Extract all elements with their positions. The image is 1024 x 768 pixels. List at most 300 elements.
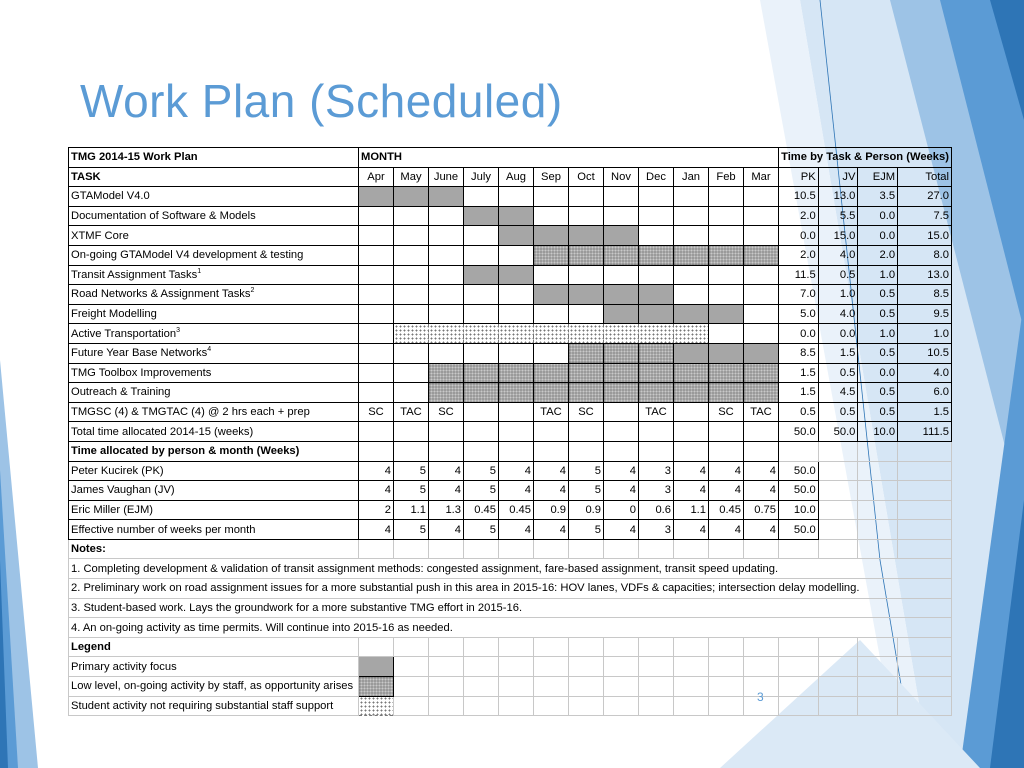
schedule-cell-primary — [709, 304, 744, 324]
empty-cell — [818, 696, 858, 716]
empty-cell — [898, 500, 952, 520]
weeks-ejm: 0.5 — [858, 304, 898, 324]
schedule-cell-primary — [639, 285, 674, 305]
empty-cell — [429, 539, 464, 559]
empty-cell — [709, 696, 744, 716]
note-text: 3. Student-based work. Lays the groundwork for a more substantive TMG effort in 2015-16. — [69, 598, 952, 618]
schedule-cell-empty — [534, 343, 569, 363]
schedule-cell-empty — [464, 245, 499, 265]
empty-cell — [858, 481, 898, 501]
schedule-cell-empty — [359, 245, 394, 265]
empty-cell — [359, 422, 394, 442]
empty-cell — [359, 441, 394, 461]
schedule-cell-empty — [534, 304, 569, 324]
person-month-value: 4 — [359, 520, 394, 540]
work-plan-table — [68, 147, 952, 716]
weeks-pk: 0.0 — [779, 226, 819, 246]
notes-heading-row — [69, 539, 952, 559]
empty-cell — [464, 677, 499, 697]
meeting-cell: SC — [429, 402, 464, 422]
empty-cell — [604, 696, 639, 716]
schedule-cell-empty — [674, 206, 709, 226]
schedule-cell-empty — [464, 343, 499, 363]
schedule-cell-empty — [359, 285, 394, 305]
empty-cell — [464, 637, 499, 657]
person-row — [69, 481, 952, 501]
schedule-cell-low-level — [639, 363, 674, 383]
empty-cell — [858, 696, 898, 716]
weeks-ejm: 0.5 — [858, 402, 898, 422]
person-month-value: 0.75 — [744, 500, 779, 520]
empty-cell — [604, 441, 639, 461]
task-row — [69, 363, 952, 383]
weeks-ejm: 0.0 — [858, 363, 898, 383]
page-title: Work Plan (Scheduled) — [80, 75, 563, 127]
legend-row — [69, 677, 952, 697]
weeks-jv: 5.5 — [818, 206, 858, 226]
schedule-cell-empty — [429, 206, 464, 226]
person-month-value: 4 — [429, 481, 464, 501]
empty-cell — [858, 677, 898, 697]
person-month-value: 5 — [464, 461, 499, 481]
weeks-ejm: 2.0 — [858, 245, 898, 265]
schedule-cell-primary — [394, 187, 429, 207]
schedule-cell-student — [674, 324, 709, 344]
schedule-cell-empty — [359, 383, 394, 403]
weeks-total: 10.5 — [898, 343, 952, 363]
plan-title: TMG 2014-15 Work Plan — [69, 148, 359, 168]
task-name: Outreach & Training — [71, 386, 171, 399]
weeks-pk: 5.0 — [779, 304, 819, 324]
weeks-jv: 1.0 — [818, 285, 858, 305]
empty-cell — [534, 441, 569, 461]
person-name: Eric Miller (EJM) — [69, 500, 359, 520]
empty-cell — [569, 539, 604, 559]
person-month-value: 5 — [569, 461, 604, 481]
note-row — [69, 559, 952, 579]
person-month-value: 0 — [604, 500, 639, 520]
schedule-cell-low-level — [709, 383, 744, 403]
schedule-cell-primary — [674, 304, 709, 324]
task-row — [69, 206, 952, 226]
person-month-value: 4 — [604, 461, 639, 481]
schedule-cell-low-level — [639, 245, 674, 265]
schedule-cell-primary — [534, 226, 569, 246]
empty-cell — [898, 481, 952, 501]
person-month-value: 5 — [464, 481, 499, 501]
weeks-jv: 15.0 — [818, 226, 858, 246]
empty-cell — [818, 500, 858, 520]
task-label-cell — [69, 285, 359, 305]
person-total: 10.0 — [779, 500, 819, 520]
meeting-cell: TAC — [534, 402, 569, 422]
empty-cell — [898, 696, 952, 716]
total-label: Total time allocated 2014-15 (weeks) — [69, 422, 359, 442]
schedule-cell-empty — [359, 324, 394, 344]
task-name: Transit Assignment Tasks — [71, 268, 198, 281]
schedule-cell-empty — [464, 187, 499, 207]
schedule-cell-empty — [499, 285, 534, 305]
empty-cell — [709, 422, 744, 442]
person-row — [69, 500, 952, 520]
empty-cell — [429, 657, 464, 677]
schedule-cell-student — [639, 324, 674, 344]
schedule-cell-empty — [674, 226, 709, 246]
empty-cell — [674, 657, 709, 677]
total-total: 111.5 — [898, 422, 952, 442]
schedule-cell-empty — [394, 245, 429, 265]
empty-cell — [534, 637, 569, 657]
person-month-value: 4 — [534, 481, 569, 501]
empty-cell — [818, 481, 858, 501]
empty-cell — [499, 441, 534, 461]
empty-cell — [394, 637, 429, 657]
schedule-cell-empty — [359, 206, 394, 226]
task-name: XTMF Core — [71, 229, 129, 242]
empty-cell — [709, 539, 744, 559]
month-header: Dec — [639, 167, 674, 187]
schedule-cell-empty — [709, 206, 744, 226]
schedule-cell-empty — [709, 285, 744, 305]
empty-cell — [499, 539, 534, 559]
schedule-cell-empty — [429, 226, 464, 246]
empty-cell — [779, 657, 819, 677]
empty-cell — [394, 441, 429, 461]
total-jv: 50.0 — [818, 422, 858, 442]
meetings-row — [69, 402, 952, 422]
empty-cell — [569, 637, 604, 657]
task-name: GTAModel V4.0 — [71, 190, 150, 203]
empty-cell — [818, 520, 858, 540]
person-month-value: 5 — [394, 520, 429, 540]
empty-cell — [858, 500, 898, 520]
weeks-pk: 0.5 — [779, 402, 819, 422]
month-header: Aug — [499, 167, 534, 187]
month-header: Feb — [709, 167, 744, 187]
legend-row — [69, 657, 952, 677]
schedule-cell-empty — [464, 304, 499, 324]
note-text: 4. An on-going activity as time permits. Will continue into 2015-16 as needed. — [69, 618, 952, 638]
schedule-cell-primary — [464, 206, 499, 226]
empty-cell — [858, 657, 898, 677]
empty-cell — [429, 696, 464, 716]
empty-cell — [569, 677, 604, 697]
person-total: 50.0 — [779, 481, 819, 501]
schedule-cell-empty — [534, 187, 569, 207]
schedule-cell-primary — [429, 187, 464, 207]
legend-heading: Legend — [69, 637, 359, 657]
task-name: Freight Modelling — [71, 308, 157, 321]
weeks-jv: 0.5 — [818, 265, 858, 285]
task-row — [69, 324, 952, 344]
schedule-cell-student — [499, 324, 534, 344]
task-label: TASK — [69, 167, 359, 187]
header-row-2 — [69, 167, 952, 187]
empty-cell — [534, 657, 569, 677]
schedule-cell-empty — [429, 245, 464, 265]
person-col-header: EJM — [858, 167, 898, 187]
person-month-value: 4 — [534, 520, 569, 540]
empty-cell — [394, 422, 429, 442]
schedule-cell-primary — [604, 226, 639, 246]
person-month-value: 4 — [499, 520, 534, 540]
schedule-cell-primary — [464, 265, 499, 285]
task-label-cell — [69, 265, 359, 285]
meetings-label: TMGSC (4) & TMGTAC (4) @ 2 hrs each + prep — [69, 402, 359, 422]
weeks-jv: 1.5 — [818, 343, 858, 363]
schedule-cell-low-level — [604, 343, 639, 363]
person-month-value: 0.45 — [499, 500, 534, 520]
total-row — [69, 422, 952, 442]
month-header: Jan — [674, 167, 709, 187]
empty-cell — [779, 696, 819, 716]
person-month-value: 0.9 — [569, 500, 604, 520]
weeks-pk: 2.0 — [779, 206, 819, 226]
schedule-cell-empty — [464, 226, 499, 246]
note-row — [69, 618, 952, 638]
empty-cell — [858, 520, 898, 540]
schedule-cell-primary — [744, 343, 779, 363]
schedule-cell-student — [394, 324, 429, 344]
schedule-cell-empty — [604, 187, 639, 207]
meeting-cell: TAC — [394, 402, 429, 422]
empty-cell — [464, 539, 499, 559]
schedule-cell-student — [604, 324, 639, 344]
schedule-cell-primary — [499, 265, 534, 285]
task-row — [69, 245, 952, 265]
schedule-cell-low-level — [499, 383, 534, 403]
empty-cell — [359, 637, 394, 657]
empty-cell — [709, 441, 744, 461]
schedule-cell-empty — [429, 304, 464, 324]
schedule-cell-low-level — [744, 383, 779, 403]
weeks-pk: 0.0 — [779, 324, 819, 344]
person-month-value: 4 — [604, 520, 639, 540]
task-label-cell — [69, 245, 359, 265]
schedule-cell-primary — [499, 226, 534, 246]
weeks-total: 7.5 — [898, 206, 952, 226]
weeks-pk: 2.0 — [779, 245, 819, 265]
task-label-cell — [69, 383, 359, 403]
person-month-value: 4 — [674, 461, 709, 481]
person-month-value: 1.1 — [394, 500, 429, 520]
note-text: 1. Completing development & validation of transit assignment methods: congested assignment, fare-based assignment, transit speed updating. — [69, 559, 952, 579]
meeting-cell — [464, 402, 499, 422]
schedule-cell-empty — [394, 206, 429, 226]
empty-cell — [639, 637, 674, 657]
month-header: Oct — [569, 167, 604, 187]
weeks-ejm: 0.5 — [858, 343, 898, 363]
weeks-total: 1.0 — [898, 324, 952, 344]
schedule-cell-low-level — [499, 363, 534, 383]
schedule-cell-empty — [744, 187, 779, 207]
meeting-cell: SC — [359, 402, 394, 422]
empty-cell — [359, 539, 394, 559]
person-month-value: 1.1 — [674, 500, 709, 520]
empty-cell — [779, 539, 819, 559]
empty-cell — [394, 539, 429, 559]
schedule-cell-empty — [709, 187, 744, 207]
empty-cell — [709, 637, 744, 657]
empty-cell — [499, 637, 534, 657]
legend-swatch-low-level — [359, 677, 394, 697]
person-month-value: 3 — [639, 481, 674, 501]
person-month-value: 4 — [534, 461, 569, 481]
schedule-cell-low-level — [639, 343, 674, 363]
task-row — [69, 285, 952, 305]
schedule-cell-empty — [394, 226, 429, 246]
person-month-value: 1.3 — [429, 500, 464, 520]
footnote-ref: 4 — [207, 346, 212, 354]
note-row — [69, 598, 952, 618]
empty-cell — [674, 677, 709, 697]
empty-cell — [464, 696, 499, 716]
schedule-cell-primary — [604, 304, 639, 324]
task-row — [69, 304, 952, 324]
weeks-pk: 7.0 — [779, 285, 819, 305]
empty-cell — [818, 677, 858, 697]
weeks-total: 13.0 — [898, 265, 952, 285]
person-month-value: 5 — [569, 481, 604, 501]
empty-cell — [604, 539, 639, 559]
month-header: Sep — [534, 167, 569, 187]
weeks-jv: 4.0 — [818, 304, 858, 324]
empty-cell — [569, 422, 604, 442]
weeks-ejm: 0.5 — [858, 383, 898, 403]
task-name: Road Networks & Assignment Tasks — [71, 288, 251, 301]
empty-cell — [818, 539, 858, 559]
schedule-cell-empty — [674, 285, 709, 305]
schedule-cell-empty — [429, 285, 464, 305]
schedule-cell-student — [464, 324, 499, 344]
schedule-cell-empty — [394, 363, 429, 383]
schedule-cell-low-level — [569, 363, 604, 383]
schedule-cell-low-level — [569, 343, 604, 363]
person-month-value: 4 — [429, 461, 464, 481]
empty-cell — [639, 696, 674, 716]
schedule-cell-empty — [464, 285, 499, 305]
weeks-jv: 4.0 — [818, 245, 858, 265]
person-heading-row — [69, 441, 952, 461]
empty-cell — [429, 441, 464, 461]
empty-cell — [898, 539, 952, 559]
weeks-total: 27.0 — [898, 187, 952, 207]
person-month-value: 4 — [709, 520, 744, 540]
weeks-total: 9.5 — [898, 304, 952, 324]
meeting-cell: SC — [569, 402, 604, 422]
empty-cell — [534, 539, 569, 559]
empty-cell — [898, 637, 952, 657]
schedule-cell-low-level — [534, 383, 569, 403]
schedule-cell-empty — [639, 226, 674, 246]
empty-cell — [674, 441, 709, 461]
weeks-pk: 1.5 — [779, 363, 819, 383]
schedule-cell-empty — [394, 285, 429, 305]
empty-cell — [534, 422, 569, 442]
month-header: Nov — [604, 167, 639, 187]
notes-heading: Notes: — [69, 539, 359, 559]
schedule-cell-empty — [499, 187, 534, 207]
schedule-cell-low-level — [604, 245, 639, 265]
legend-label: Low level, on-going activity by staff, as opportunity arises — [69, 677, 359, 697]
meeting-cell: TAC — [639, 402, 674, 422]
person-month-value: 0.45 — [709, 500, 744, 520]
person-total: 50.0 — [779, 461, 819, 481]
weeks-ejm: 0.5 — [858, 285, 898, 305]
schedule-cell-empty — [744, 324, 779, 344]
empty-cell — [639, 657, 674, 677]
schedule-cell-empty — [569, 187, 604, 207]
empty-cell — [534, 677, 569, 697]
person-month-value: 4 — [499, 461, 534, 481]
footnote-ref: 2 — [250, 287, 255, 295]
schedule-cell-empty — [394, 265, 429, 285]
note-text: 2. Preliminary work on road assignment issues for a more substantial push in this area in 2015-16: HOV lanes, VDFs & capacities; intersection delay modelling. — [69, 579, 952, 599]
legend-label: Primary activity focus — [69, 657, 359, 677]
task-name: Active Transportation — [71, 327, 177, 340]
empty-cell — [639, 422, 674, 442]
meeting-cell — [604, 402, 639, 422]
schedule-cell-low-level — [604, 363, 639, 383]
weeks-total: 4.0 — [898, 363, 952, 383]
weeks-jv: 13.0 — [818, 187, 858, 207]
empty-cell — [429, 422, 464, 442]
person-month-value: 4 — [744, 520, 779, 540]
total-ejm: 10.0 — [858, 422, 898, 442]
weeks-ejm: 1.0 — [858, 324, 898, 344]
person-month-value: 5 — [394, 481, 429, 501]
weeks-total: 8.0 — [898, 245, 952, 265]
legend-label: Student activity not requiring substantial staff support — [69, 696, 359, 716]
empty-cell — [898, 520, 952, 540]
schedule-cell-empty — [709, 324, 744, 344]
person-month-value: 4 — [604, 481, 639, 501]
weeks-pk: 8.5 — [779, 343, 819, 363]
meeting-cell — [674, 402, 709, 422]
month-header: Mar — [744, 167, 779, 187]
schedule-cell-primary — [569, 285, 604, 305]
schedule-cell-empty — [744, 206, 779, 226]
empty-cell — [858, 441, 898, 461]
empty-cell — [604, 637, 639, 657]
schedule-cell-primary — [674, 343, 709, 363]
schedule-cell-empty — [744, 226, 779, 246]
schedule-cell-student — [569, 324, 604, 344]
weeks-total: 15.0 — [898, 226, 952, 246]
weeks-ejm: 1.0 — [858, 265, 898, 285]
header-row-1 — [69, 148, 952, 168]
schedule-cell-empty — [359, 363, 394, 383]
empty-cell — [674, 539, 709, 559]
schedule-cell-low-level — [429, 363, 464, 383]
schedule-cell-empty — [499, 304, 534, 324]
schedule-cell-empty — [569, 304, 604, 324]
weeks-pk: 1.5 — [779, 383, 819, 403]
month-label: MONTH — [359, 148, 779, 168]
empty-cell — [779, 677, 819, 697]
empty-cell — [569, 696, 604, 716]
weeks-total: 1.5 — [898, 402, 952, 422]
month-header: Apr — [359, 167, 394, 187]
legend-row — [69, 696, 952, 716]
person-name: James Vaughan (JV) — [69, 481, 359, 501]
note-row — [69, 579, 952, 599]
task-name: On-going GTAModel V4 development & testing — [71, 249, 304, 262]
task-row — [69, 343, 952, 363]
task-row — [69, 226, 952, 246]
task-label-cell — [69, 343, 359, 363]
schedule-cell-empty — [359, 226, 394, 246]
